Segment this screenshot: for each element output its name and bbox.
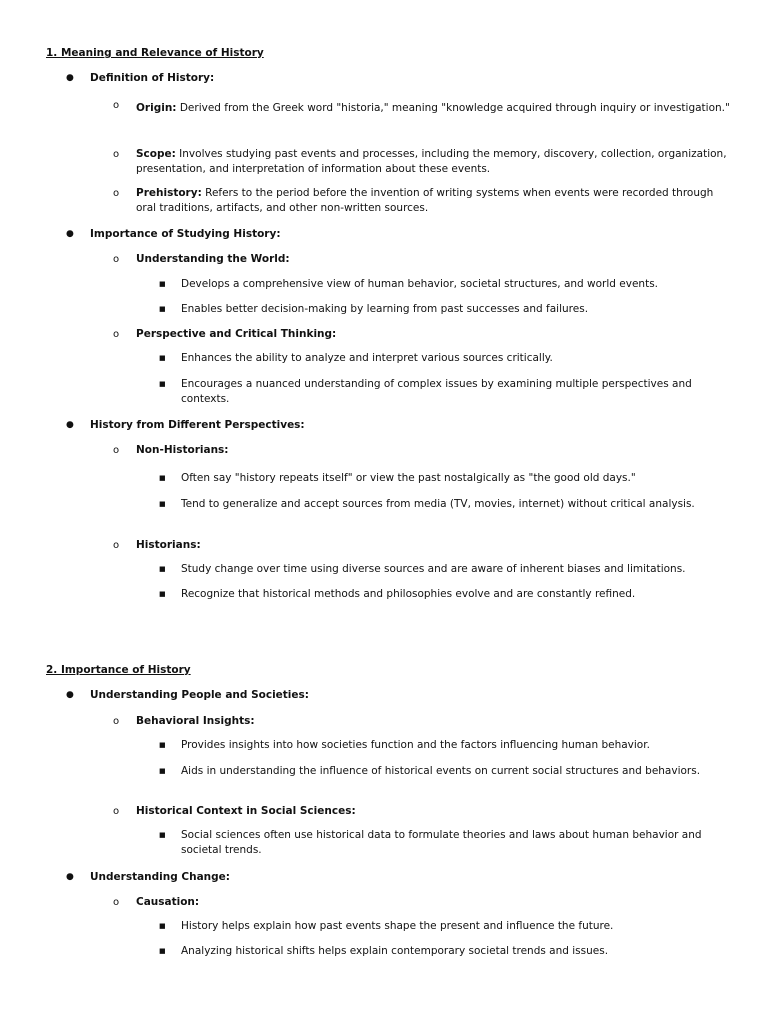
sub-item	[113, 186, 733, 216]
circle-bullet-icon: o	[113, 897, 120, 908]
point-item	[159, 828, 729, 858]
square-bullet-icon: ■	[159, 590, 166, 598]
sub-item	[113, 714, 733, 729]
bullet-item	[66, 418, 746, 433]
square-bullet-icon: ■	[159, 922, 166, 930]
bullet-heading: Importance of Studying History:	[90, 228, 281, 240]
point-text: Enhances the ability to analyze and interpret various sources critically.	[181, 352, 553, 364]
point-item	[159, 562, 729, 577]
bullet-heading: History from Different Perspectives:	[90, 419, 305, 431]
bullet-heading: Definition of History:	[90, 72, 215, 84]
sub-item	[113, 147, 733, 177]
sub-item-text: Involves studying past events and processes, including the memory, discovery, collection, organization, presentation, and interpretation of information about these events.	[136, 148, 727, 175]
point-item	[159, 587, 729, 602]
point-text: Study change over time using diverse sources and are aware of inherent biases and limitations.	[181, 563, 686, 575]
bullet-icon: ●	[66, 420, 74, 430]
sub-item-label: Perspective and Critical Thinking:	[136, 328, 337, 340]
circle-bullet-icon: o	[113, 716, 120, 727]
sub-item-label: Non-Historians:	[136, 444, 229, 456]
square-bullet-icon: ■	[159, 831, 166, 839]
square-bullet-icon: ■	[159, 380, 166, 388]
point-item	[159, 277, 729, 292]
point-text: Provides insights into how societies function and the factors influencing human behavior.	[181, 739, 650, 751]
circle-bullet-icon: o	[113, 445, 120, 456]
point-text: Aids in understanding the influence of historical events on current social structures and behaviors.	[181, 765, 701, 777]
circle-bullet-icon: o	[113, 100, 120, 111]
sub-item	[113, 804, 733, 819]
bullet-item	[66, 870, 746, 885]
circle-bullet-icon: o	[113, 149, 120, 160]
point-text: Analyzing historical shifts helps explain contemporary societal trends and issues.	[181, 945, 609, 957]
sub-item-label: Understanding the World:	[136, 253, 290, 265]
bullet-icon: ●	[66, 229, 74, 239]
sub-item-text: Refers to the period before the invention of writing systems when events were recorded through oral traditions, artifacts, and other non-written sources.	[136, 187, 714, 214]
sub-item	[113, 252, 733, 267]
bullet-item	[66, 71, 746, 86]
square-bullet-icon: ■	[159, 565, 166, 573]
sub-item	[113, 98, 733, 118]
point-text: History helps explain how past events shape the present and influence the future.	[181, 920, 614, 932]
section-title: 2. Importance of History	[46, 664, 191, 676]
circle-bullet-icon: o	[113, 254, 120, 265]
point-text: Recognize that historical methods and philosophies evolve and are constantly refined.	[181, 588, 636, 600]
sub-item-label: Historians:	[136, 539, 201, 551]
square-bullet-icon: ■	[159, 280, 166, 288]
point-item	[159, 944, 729, 959]
point-item	[159, 764, 729, 779]
sub-item	[113, 443, 733, 458]
circle-bullet-icon: o	[113, 188, 120, 199]
sub-item-label: Behavioral Insights:	[136, 715, 255, 727]
section-title: 1. Meaning and Relevance of History	[46, 47, 264, 59]
point-text: Often say "history repeats itself" or view the past nostalgically as "the good old days."	[181, 472, 636, 484]
point-text: Encourages a nuanced understanding of complex issues by examining multiple perspectives and contexts.	[181, 378, 692, 405]
sub-item-label: Historical Context in Social Sciences:	[136, 805, 356, 817]
square-bullet-icon: ■	[159, 354, 166, 362]
bullet-item	[66, 227, 746, 242]
circle-bullet-icon: o	[113, 329, 120, 340]
point-text: Tend to generalize and accept sources from media (TV, movies, internet) without critical analysis.	[181, 498, 695, 510]
sub-item	[113, 895, 733, 910]
square-bullet-icon: ■	[159, 500, 166, 508]
square-bullet-icon: ■	[159, 947, 166, 955]
bullet-icon: ●	[66, 73, 74, 83]
sub-item	[113, 538, 733, 553]
square-bullet-icon: ■	[159, 767, 166, 775]
point-item	[159, 497, 729, 512]
sub-item-label: Causation:	[136, 896, 200, 908]
bullet-heading: Understanding Change:	[90, 871, 230, 883]
point-item	[159, 738, 729, 753]
sub-item-label: Scope:	[136, 148, 176, 160]
square-bullet-icon: ■	[159, 474, 166, 482]
point-item	[159, 377, 729, 407]
point-item	[159, 471, 729, 486]
circle-bullet-icon: o	[113, 806, 120, 817]
square-bullet-icon: ■	[159, 741, 166, 749]
circle-bullet-icon: o	[113, 540, 120, 551]
bullet-item	[66, 688, 746, 703]
point-text: Enables better decision-making by learning from past successes and failures.	[181, 303, 589, 315]
point-item	[159, 302, 729, 317]
point-item	[159, 919, 729, 934]
point-text: Social sciences often use historical data to formulate theories and laws about human behavior and societal trends.	[181, 829, 702, 856]
bullet-heading: Understanding People and Societies:	[90, 689, 309, 701]
sub-item-label: Origin:	[136, 102, 177, 114]
bullet-icon: ●	[66, 690, 74, 700]
point-text: Develops a comprehensive view of human behavior, societal structures, and world events.	[181, 278, 659, 290]
point-item	[159, 351, 729, 366]
square-bullet-icon: ■	[159, 305, 166, 313]
sub-item-label: Prehistory:	[136, 187, 202, 199]
sub-item-text: Derived from the Greek word "historia," meaning "knowledge acquired through inquiry or investigation."	[176, 102, 730, 114]
sub-item	[113, 327, 733, 342]
bullet-icon: ●	[66, 872, 74, 882]
